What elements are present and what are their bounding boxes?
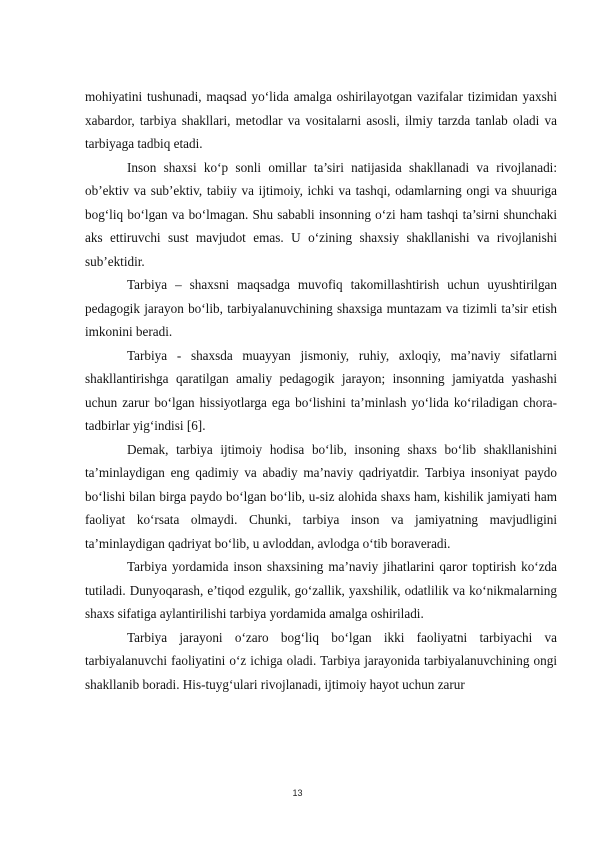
paragraph-upbringing-process: Tarbiya - shaxsda muayyan jismoniy, ruhiy, axloqiy, ma’naviy sifatlarni shakllantirishga qaratilgan amaliy pedagogik jarayon; insonning jamiyatda yashashi uchun zarur boʻlgan hissiyotlarga ega boʻlishini ta’minlash yoʻlida koʻriladigan chora-tadbirlar yigʻindisi [6]. bbox=[85, 347, 557, 433]
paragraph-spiritual-aspects: Tarbiya yordamida inson shaxsining ma’naviy jihatlarini qaror toptirish koʻzda tutiladi. Dunyoqarash, e’tiqod ezgulik, goʻzallik, yaxshilik, odatlilik va koʻnikmalarning shaxs sifatiga aylantirilishi tarbiya yordamida amalga oshiriladi. bbox=[85, 559, 557, 621]
paragraph-continuation: mohiyatini tushunadi, maqsad yoʻlida amalga oshirilayotgan vazifalar tizimidan yaxshi xabardor, tarbiya shakllari, metodlar va vositalarni asosli, ilmiy tarzda tanlab oladi va tarbiyaga tadbiq etadi. bbox=[85, 89, 557, 151]
paragraph-upbringing-definition: Tarbiya – shaxsni maqsadga muvofiq takomillashtirish uchun uyushtirilgan pedagogik jarayon boʻlib, tarbiyalanuvchining shaxsiga muntazam va tizimli ta’sir etish imkonini beradi. bbox=[85, 277, 557, 339]
page-number: 13 bbox=[292, 788, 303, 798]
paragraph-process-activities: Tarbiya jarayoni oʻzaro bogʻliq boʻlgan ikki faoliyatni tarbiyachi va tarbiyalanuvchi faoliyatini oʻz ichiga oladi. Tarbiya jarayonida tarbiyalanuvchining ongi shakllanib boradi. His-tuygʻulari rivojlanadi, ijtimoiy hayot uchun zarur bbox=[85, 629, 557, 692]
paragraph-personality-factors: Inson shaxsi koʻp sonli omillar ta’siri natijasida shakllanadi va rivojlanadi: ob’ektiv va sub’ektiv, tabiiy va ijtimoiy, ichki va tashqi, odamlarning ongi va shuuriga bogʻliq boʻlgan va boʻlmagan. Shu sababli insonning oʻzi ham tashqi ta’sirni shunchaki aks ettiruvchi sust mavjudot emas. U oʻzining shaxsiy shakllanishi va rivojlanishi sub’ektidir. bbox=[85, 159, 557, 269]
body-text bbox=[85, 85, 557, 696]
paragraph-social-phenomenon: Demak, tarbiya ijtimoiy hodisa boʻlib, insoning shaxs boʻlib shakllanishini ta’minlaydigan eng qadimiy va abadiy ma’naviy qadriyatdir. Tarbiya insoniyat paydo boʻlishi bilan birga paydo boʻlgan boʻlib, u-siz alohida shaxs ham, kishilik jamiyati ham faoliyat koʻrsata olmaydi. Chunki, tarbiya inson va jamiyatning mavjudligini ta’minlaydigan qadriyat boʻlib, u avloddan, avlodga oʻtib boraveradi. bbox=[85, 441, 557, 551]
